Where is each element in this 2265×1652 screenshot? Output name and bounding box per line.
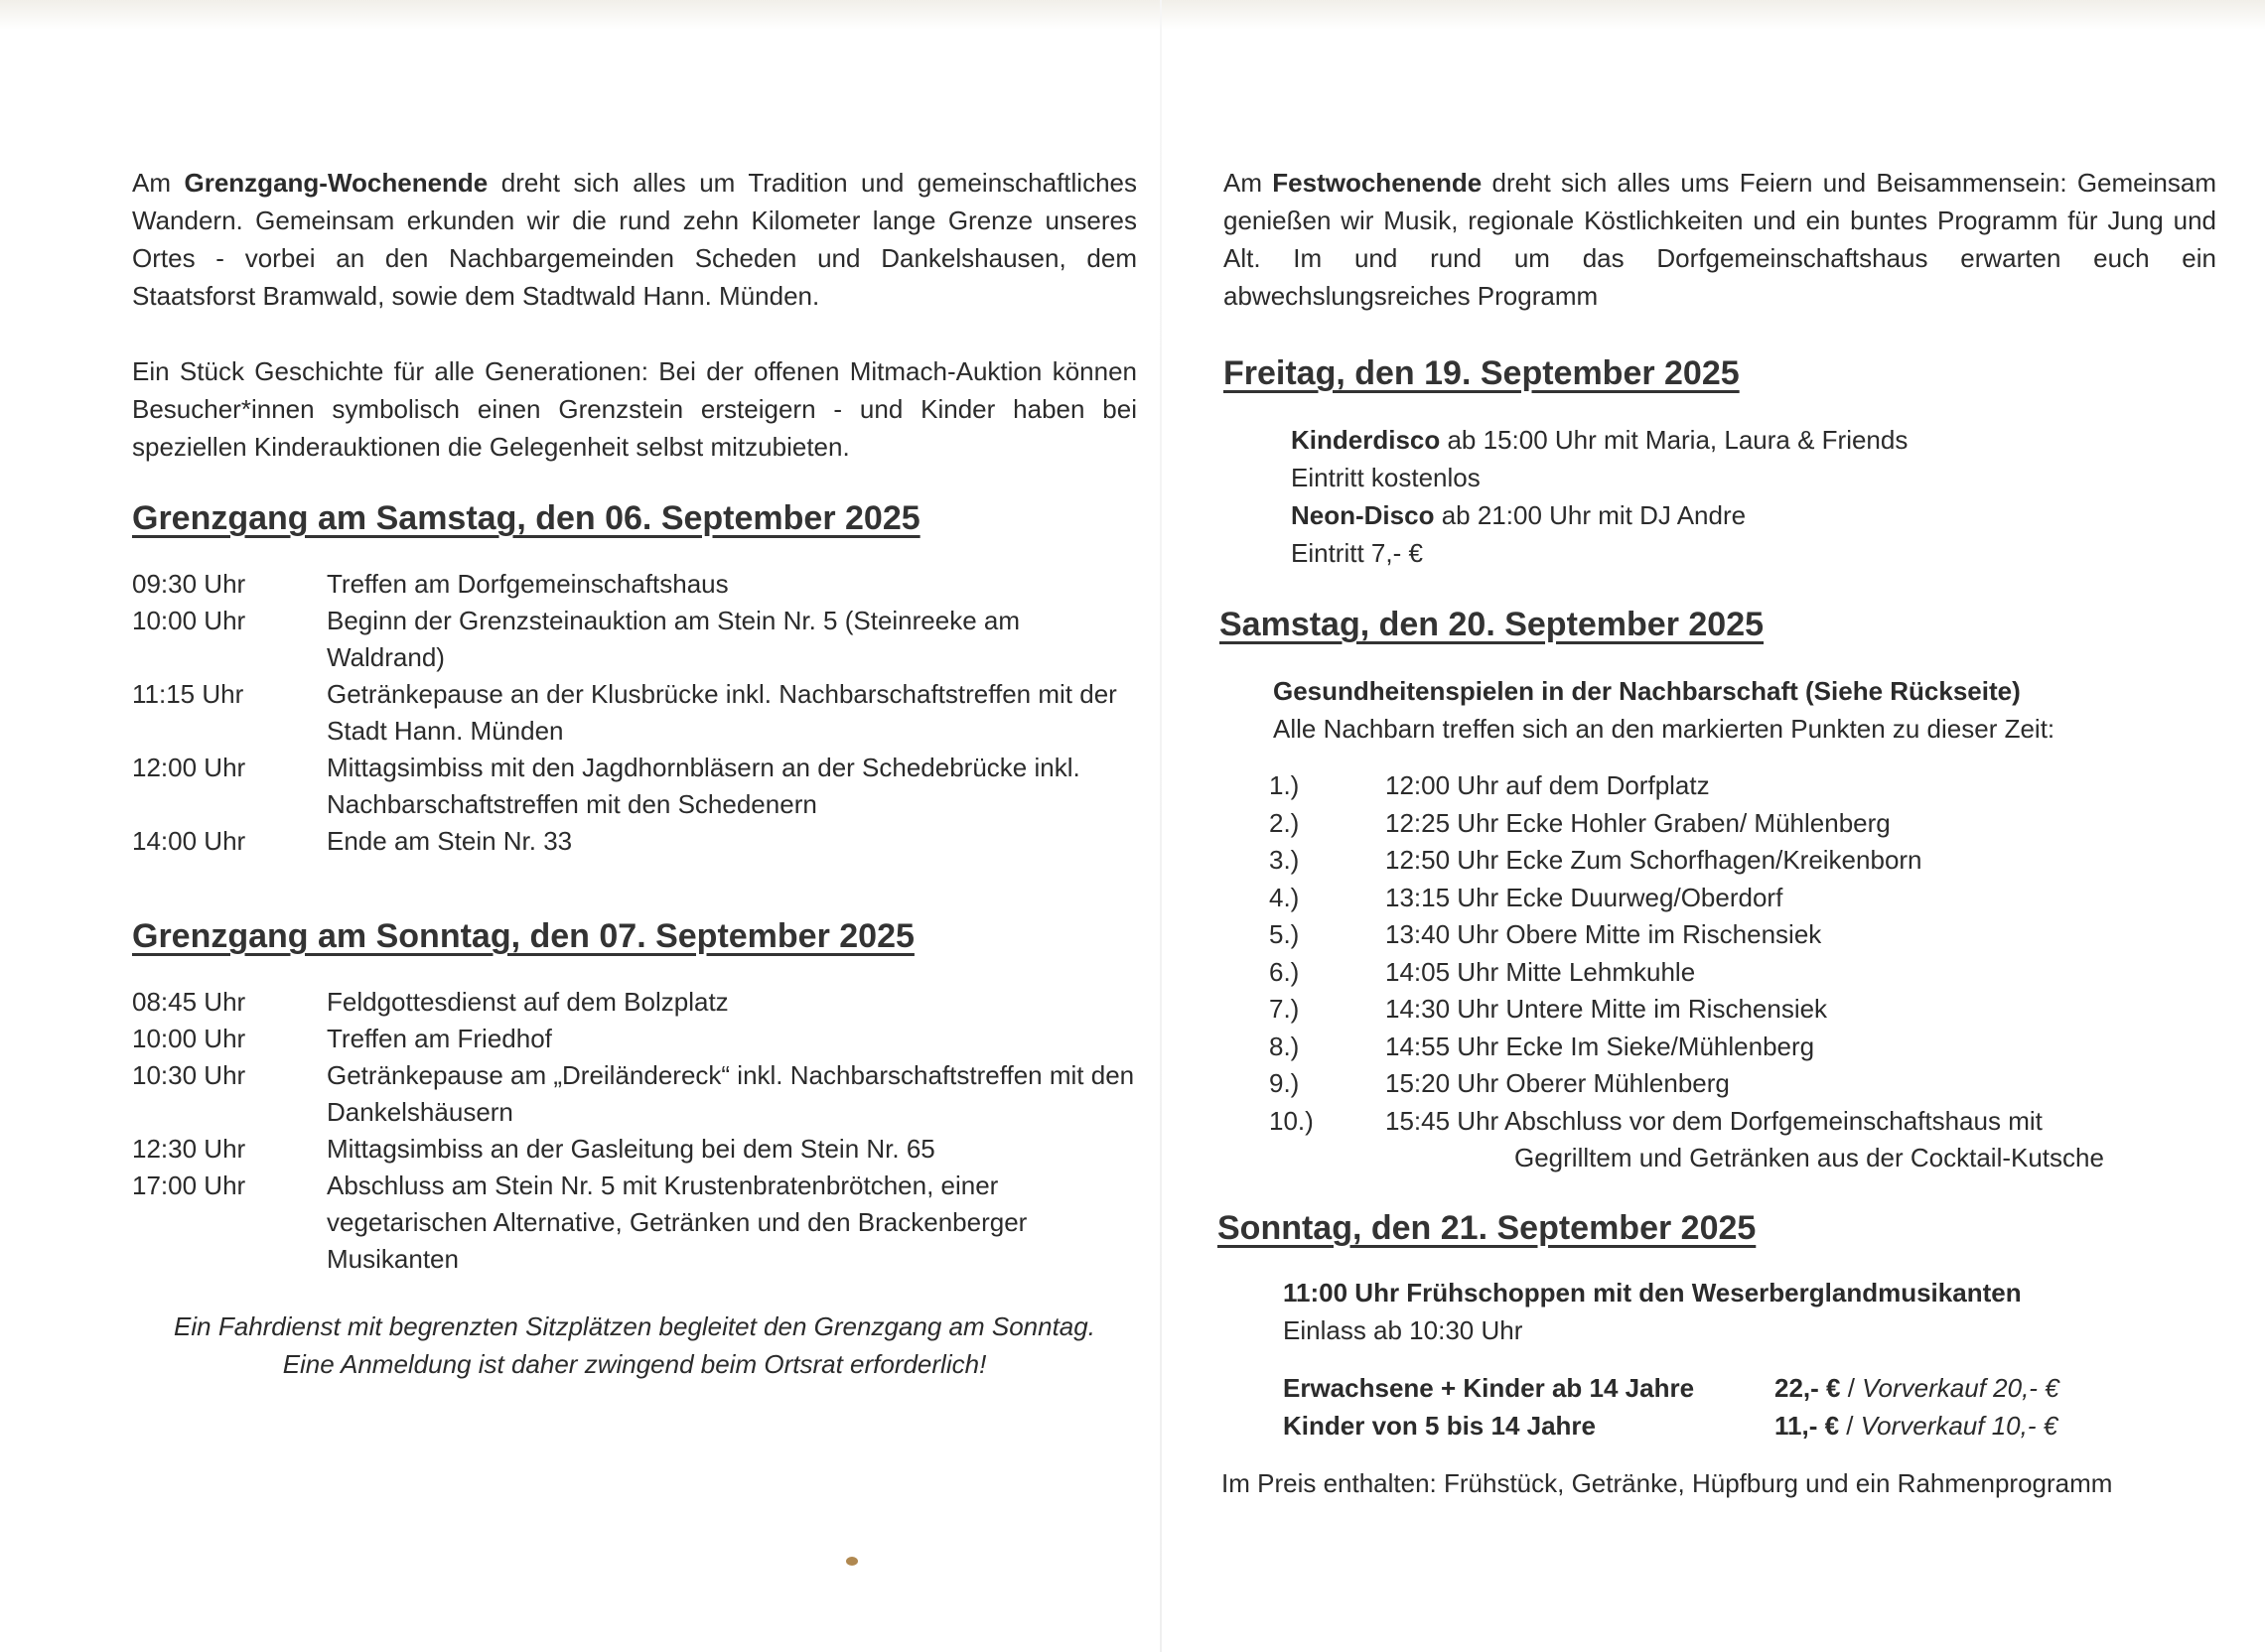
price-separator: / bbox=[1840, 1372, 1863, 1403]
schedule-description: Getränkepause an der Klusbrücke inkl. Nachbarschaftstreffen mit der Stadt Hann. Münden bbox=[327, 679, 1117, 746]
saturday-fest-intro bbox=[1273, 672, 2216, 748]
schedule-time: 12:30 Uhr bbox=[132, 1134, 246, 1164]
schedule-time: 10:00 Uhr bbox=[132, 1024, 246, 1053]
meeting-point-number: 1.) bbox=[1269, 770, 1300, 800]
friday-program bbox=[1291, 421, 2216, 572]
gesundheiten-subtitle: Alle Nachbarn treffen sich an den markierten Punkten zu dieser Zeit: bbox=[1273, 714, 2055, 744]
meeting-point-number: 5.) bbox=[1269, 919, 1300, 949]
friday-event-name: Neon-Disco bbox=[1291, 500, 1435, 530]
meeting-point-number: 3.) bbox=[1269, 845, 1300, 875]
friday-line bbox=[1291, 459, 2216, 496]
right-intro-paragraph bbox=[1223, 164, 2216, 315]
sunday-grenzgang-heading: Grenzgang am Sonntag, den 07. September 2025 bbox=[132, 917, 915, 955]
right-intro-bold: Festwochenende bbox=[1272, 168, 1483, 198]
schedule-description: Mittagsimbiss mit den Jagdhornbläsern an der Schedebrücke inkl. Nachbarschaftstreffen mit den Schedenern bbox=[327, 753, 1080, 819]
price-amount: 22,- € bbox=[1774, 1372, 1841, 1403]
left-intro-bold: Grenzgang-Wochenende bbox=[184, 168, 489, 198]
fruehschoppen-title: 11:00 Uhr Frühschoppen mit den Weserberglandmusikanten bbox=[1283, 1277, 2022, 1308]
friday-event-detail: ab 21:00 Uhr mit DJ Andre bbox=[1434, 500, 1747, 530]
schedule-description: Beginn der Grenzsteinauktion am Stein Nr. 5 (Steinreeke am Waldrand) bbox=[327, 606, 1021, 672]
right-column bbox=[1217, 164, 2216, 1502]
meeting-point-spacer bbox=[1269, 1140, 1385, 1177]
price-category: Erwachsene + Kinder ab 14 Jahre bbox=[1283, 1372, 1695, 1403]
meeting-point-number: 10.) bbox=[1269, 1105, 1314, 1136]
schedule-description: Feldgottesdienst auf dem Bolzplatz bbox=[327, 987, 729, 1017]
page-fold bbox=[1160, 0, 1162, 1652]
friday-heading: Freitag, den 19. September 2025 bbox=[1223, 354, 1740, 392]
meeting-point-text: 15:45 Uhr Abschluss vor dem Dorfgemeinschaftshaus mit bbox=[1385, 1105, 2043, 1136]
meeting-point-number: 2.) bbox=[1269, 807, 1300, 838]
meeting-point-text: 14:05 Uhr Mitte Lehmkuhle bbox=[1385, 956, 1696, 987]
price-value bbox=[1774, 1407, 2216, 1445]
price-value bbox=[1774, 1369, 2216, 1407]
meeting-point-text: 15:20 Uhr Oberer Mühlenberg bbox=[1385, 1068, 1730, 1098]
schedule-description: Ende am Stein Nr. 33 bbox=[327, 826, 573, 856]
price-amount: 11,- € bbox=[1774, 1410, 1840, 1441]
schedule-time: 12:00 Uhr bbox=[132, 753, 246, 782]
meeting-point-number: 7.) bbox=[1269, 994, 1300, 1024]
saturday-fest-heading: Samstag, den 20. September 2025 bbox=[1219, 606, 1765, 643]
schedule-time: 08:45 Uhr bbox=[132, 987, 246, 1017]
saturday-grenzgang-heading: Grenzgang am Samstag, den 06. September 2025 bbox=[132, 499, 920, 537]
price-table bbox=[1283, 1369, 2216, 1445]
meeting-point-number: 9.) bbox=[1269, 1068, 1300, 1098]
friday-line bbox=[1291, 421, 2216, 459]
registration-note-line: Eine Anmeldung ist daher zwingend beim Ortsrat erforderlich! bbox=[282, 1349, 987, 1379]
schedule-description: Getränkepause am „Dreiländereck“ inkl. Nachbarschaftstreffen mit den Dankelshäusern bbox=[327, 1060, 1135, 1127]
schedule-description: Mittagsimbiss an der Gasleitung bei dem Stein Nr. 65 bbox=[327, 1134, 935, 1164]
friday-event-name: Kinderdisco bbox=[1291, 425, 1441, 455]
shuttle-note bbox=[132, 1308, 1137, 1383]
sunday-grenzgang-schedule bbox=[132, 984, 1137, 1278]
schedule-description: Treffen am Friedhof bbox=[327, 1024, 552, 1053]
schedule-description: Abschluss am Stein Nr. 5 mit Krustenbratenbrötchen, einer vegetarischen Alternative, Getränken und den Brackenberger Musikanten bbox=[327, 1170, 1028, 1274]
saturday-grenzgang-schedule bbox=[132, 566, 1137, 860]
gesundheiten-title: Gesundheitenspielen in der Nachbarschaft (Siehe Rückseite) bbox=[1273, 676, 2021, 706]
price-separator: / bbox=[1839, 1410, 1861, 1441]
page-top-edge bbox=[0, 0, 2265, 30]
schedule-time: 17:00 Uhr bbox=[132, 1170, 246, 1200]
right-intro-pre: Am bbox=[1223, 168, 1273, 198]
sunday-fest-event bbox=[1283, 1274, 2216, 1349]
right-intro-post: dreht sich alles ums Feiern und Beisammensein: Gemeinsam genießen wir Musik, regionale Köstlichkeiten und ein buntes Programm für Jung und Alt. Im und rund um das Dorfgemeinschaftshaus erwarten euch ein abwechslungsreiches Programm bbox=[1223, 168, 2216, 311]
meeting-points-list bbox=[1269, 767, 2216, 1177]
schedule-time: 10:00 Uhr bbox=[132, 606, 246, 635]
friday-event-detail: ab 15:00 Uhr mit Maria, Laura & Friends bbox=[1440, 425, 1909, 455]
shuttle-note-line: Ein Fahrdienst mit begrenzten Sitzplätzen begleitet den Grenzgang am Sonntag. bbox=[174, 1311, 1095, 1341]
meeting-point-number: 8.) bbox=[1269, 1031, 1300, 1061]
sunday-fest-heading: Sonntag, den 21. September 2025 bbox=[1217, 1208, 1757, 1247]
meeting-point-continuation: Gegrilltem und Getränken aus der Cocktail-Kutsche bbox=[1514, 1143, 2104, 1172]
meeting-point-text: 14:55 Uhr Ecke Im Sieke/Mühlenberg bbox=[1385, 1031, 1815, 1061]
left-intro-paragraph bbox=[132, 164, 1137, 315]
schedule-time: 09:30 Uhr bbox=[132, 569, 246, 599]
price-category: Kinder von 5 bis 14 Jahre bbox=[1283, 1410, 1597, 1441]
history-paragraph: Ein Stück Geschichte für alle Generationen: Bei der offenen Mitmach-Auktion können Besucher*innen symbolisch einen Grenzstein ersteigern - und Kinder haben bei speziellen Kinderauktionen die Gelegenheit selbst mitzubieten. bbox=[132, 356, 1137, 462]
presale-price: Vorverkauf 20,- € bbox=[1862, 1372, 2059, 1403]
schedule-time: 11:15 Uhr bbox=[132, 679, 244, 709]
meeting-point-number: 6.) bbox=[1269, 956, 1300, 987]
meeting-point-text: 14:30 Uhr Untere Mitte im Rischensiek bbox=[1385, 994, 1828, 1024]
schedule-description: Treffen am Dorfgemeinschaftshaus bbox=[327, 569, 729, 599]
meeting-point-text: 12:00 Uhr auf dem Dorfplatz bbox=[1385, 770, 1710, 800]
paper-speck bbox=[846, 1557, 858, 1566]
meeting-point-text: 13:15 Uhr Ecke Duurweg/Oberdorf bbox=[1385, 882, 1783, 912]
meeting-point-number: 4.) bbox=[1269, 882, 1300, 912]
presale-price: Vorverkauf 10,- € bbox=[1860, 1410, 2058, 1441]
included-note: Im Preis enthalten: Frühstück, Getränke, Hüpfburg und ein Rahmenprogramm bbox=[1221, 1467, 2113, 1498]
schedule-time: 10:30 Uhr bbox=[132, 1060, 246, 1090]
friday-line bbox=[1291, 534, 2216, 572]
friday-event-detail: Eintritt 7,- € bbox=[1291, 538, 1423, 568]
left-column bbox=[132, 164, 1137, 1383]
meeting-point-text: 13:40 Uhr Obere Mitte im Rischensiek bbox=[1385, 919, 1822, 949]
schedule-time: 14:00 Uhr bbox=[132, 826, 246, 856]
friday-line bbox=[1291, 496, 2216, 534]
meeting-point-text: 12:25 Uhr Ecke Hohler Graben/ Mühlenberg bbox=[1385, 807, 1891, 838]
left-intro-pre: Am bbox=[132, 168, 185, 198]
entry-time: Einlass ab 10:30 Uhr bbox=[1283, 1314, 1523, 1345]
left-intro-post: dreht sich alles um Tradition und gemeinschaftliches Wandern. Gemeinsam erkunden wir die rund zehn Kilometer lange Grenze unseres Ortes - vorbei an den Nachbargemeinden Scheden und Dankelshausen, dem Staatsforst Bramwald, sowie dem Stadtwald Hann. Münden. bbox=[132, 168, 1137, 311]
meeting-point-text: 12:50 Uhr Ecke Zum Schorfhagen/Kreikenborn bbox=[1385, 845, 1922, 875]
friday-event-detail: Eintritt kostenlos bbox=[1291, 463, 1481, 492]
